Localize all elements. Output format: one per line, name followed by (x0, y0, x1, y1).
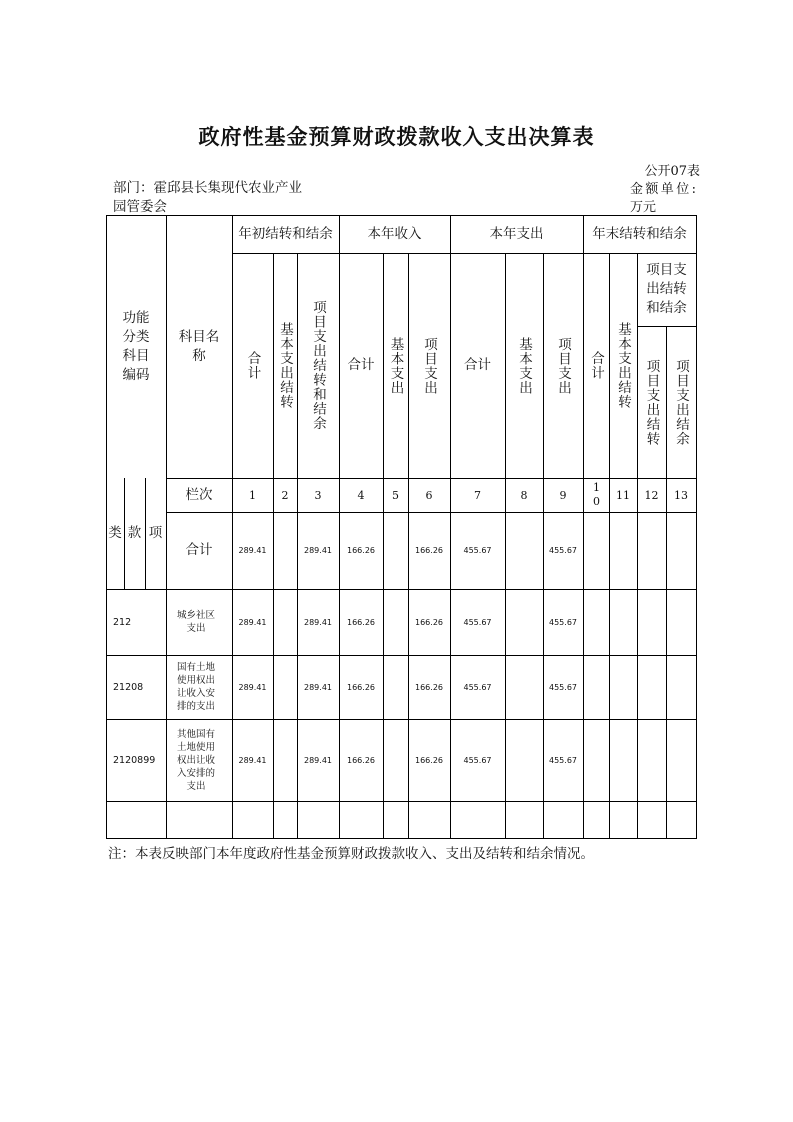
project-carry-header: 项目支出结转和结余 (310, 300, 326, 431)
row-value-v7: 455.67 (463, 755, 492, 765)
row-value-v1: 289.41 (238, 682, 267, 692)
total-header: 合计 (588, 351, 604, 380)
grid-line (696, 215, 697, 839)
project-exp-header: 项目支出 (421, 336, 437, 395)
column-number: 9 (559, 488, 567, 502)
row-value-v7: 455.67 (463, 546, 492, 555)
column-number: 1 (249, 488, 256, 502)
total-header: 合计 (244, 351, 261, 380)
column-number: 8 (520, 488, 528, 502)
row-value-v1: 289.41 (238, 546, 267, 555)
total-header: 合计 (464, 357, 491, 373)
basic-carry-header: 基本支出结转 (277, 322, 293, 409)
row-name: 合计 (185, 542, 213, 558)
row-value-v9: 455.67 (549, 617, 577, 627)
row-value-v6: 166.26 (415, 617, 443, 627)
row-code: 212 (113, 616, 132, 628)
column-number: 3 (314, 488, 322, 502)
subject-name-header: 科目名称 (178, 328, 220, 364)
row-code: 2120899 (113, 754, 156, 766)
column-number: 12 (644, 488, 659, 502)
column-number: 11 (616, 488, 630, 502)
project-carry-header: 项目支出结转和结余 (646, 262, 687, 316)
row-value-v1: 289.41 (238, 755, 267, 765)
begin-balance-header: 年初结转和结余 (238, 225, 333, 242)
page-title: 政府性基金预算财政拨款收入支出决算表 (198, 124, 595, 149)
table-number: 公开07表 (644, 164, 700, 179)
footnote: 注：本表反映部门本年度政府性基金预算财政拨款收入、支出及结转和结余情况。 (108, 846, 594, 862)
row-value-v3: 289.41 (304, 546, 332, 555)
column-number: 10 (590, 481, 603, 509)
income-header: 本年收入 (367, 225, 422, 242)
department-label: 部门：霍邱县长集现代农业产业园管委会 (113, 180, 302, 215)
func-code-header: 功能分类科目编码 (122, 309, 150, 383)
column-number: 7 (474, 488, 481, 502)
row-value-v3: 289.41 (304, 617, 332, 627)
row-value-v4: 166.26 (347, 755, 375, 765)
end-balance-header: 年末结转和结余 (592, 225, 687, 242)
xiang-label: 项 (148, 525, 163, 541)
row-value-v3: 289.41 (304, 682, 332, 692)
project-surplus-header: 项目支出结余 (673, 358, 689, 446)
row-name: 其他国有土地使用权出让收入安排的支出 (176, 728, 215, 792)
column-number: 2 (281, 488, 289, 502)
row-value-v7: 455.67 (463, 682, 492, 692)
row-value-v6: 166.26 (415, 682, 443, 692)
row-code: 21208 (113, 681, 144, 693)
kuan-label: 款 (127, 525, 142, 541)
row-value-v9: 455.67 (549, 682, 577, 692)
row-name: 国有土地使用权出让收入安排的支出 (176, 662, 215, 712)
row-value-v6: 166.26 (415, 546, 443, 555)
row-value-v1: 289.41 (238, 617, 267, 627)
column-number: 4 (357, 488, 365, 502)
row-value-v9: 455.67 (549, 755, 577, 765)
column-index-label: 栏次 (185, 486, 213, 503)
unit-label: 金额单位:万元 (630, 182, 696, 215)
row-value-v4: 166.26 (347, 682, 375, 692)
total-header: 合计 (347, 357, 375, 373)
row-value-v6: 166.26 (415, 755, 443, 765)
project-exp-header: 项目支出 (555, 336, 571, 395)
row-name: 城乡社区支出 (176, 610, 215, 634)
row-value-v4: 166.26 (347, 546, 375, 555)
column-number: 6 (425, 488, 433, 502)
lei-label: 类 (108, 525, 122, 541)
basic-exp-header: 基本支出 (387, 336, 404, 395)
basic-carry-header: 基本支出结转 (615, 322, 631, 409)
row-value-v7: 455.67 (463, 617, 492, 627)
project-carry-over-header: 项目支出结转 (643, 358, 660, 446)
expense-header: 本年支出 (489, 225, 544, 242)
row-value-v3: 289.41 (304, 755, 332, 765)
row-value-v9: 455.67 (549, 546, 577, 555)
basic-exp-header: 基本支出 (516, 336, 532, 395)
column-number: 5 (392, 488, 399, 502)
row-value-v4: 166.26 (347, 617, 375, 627)
column-number: 13 (674, 488, 688, 502)
